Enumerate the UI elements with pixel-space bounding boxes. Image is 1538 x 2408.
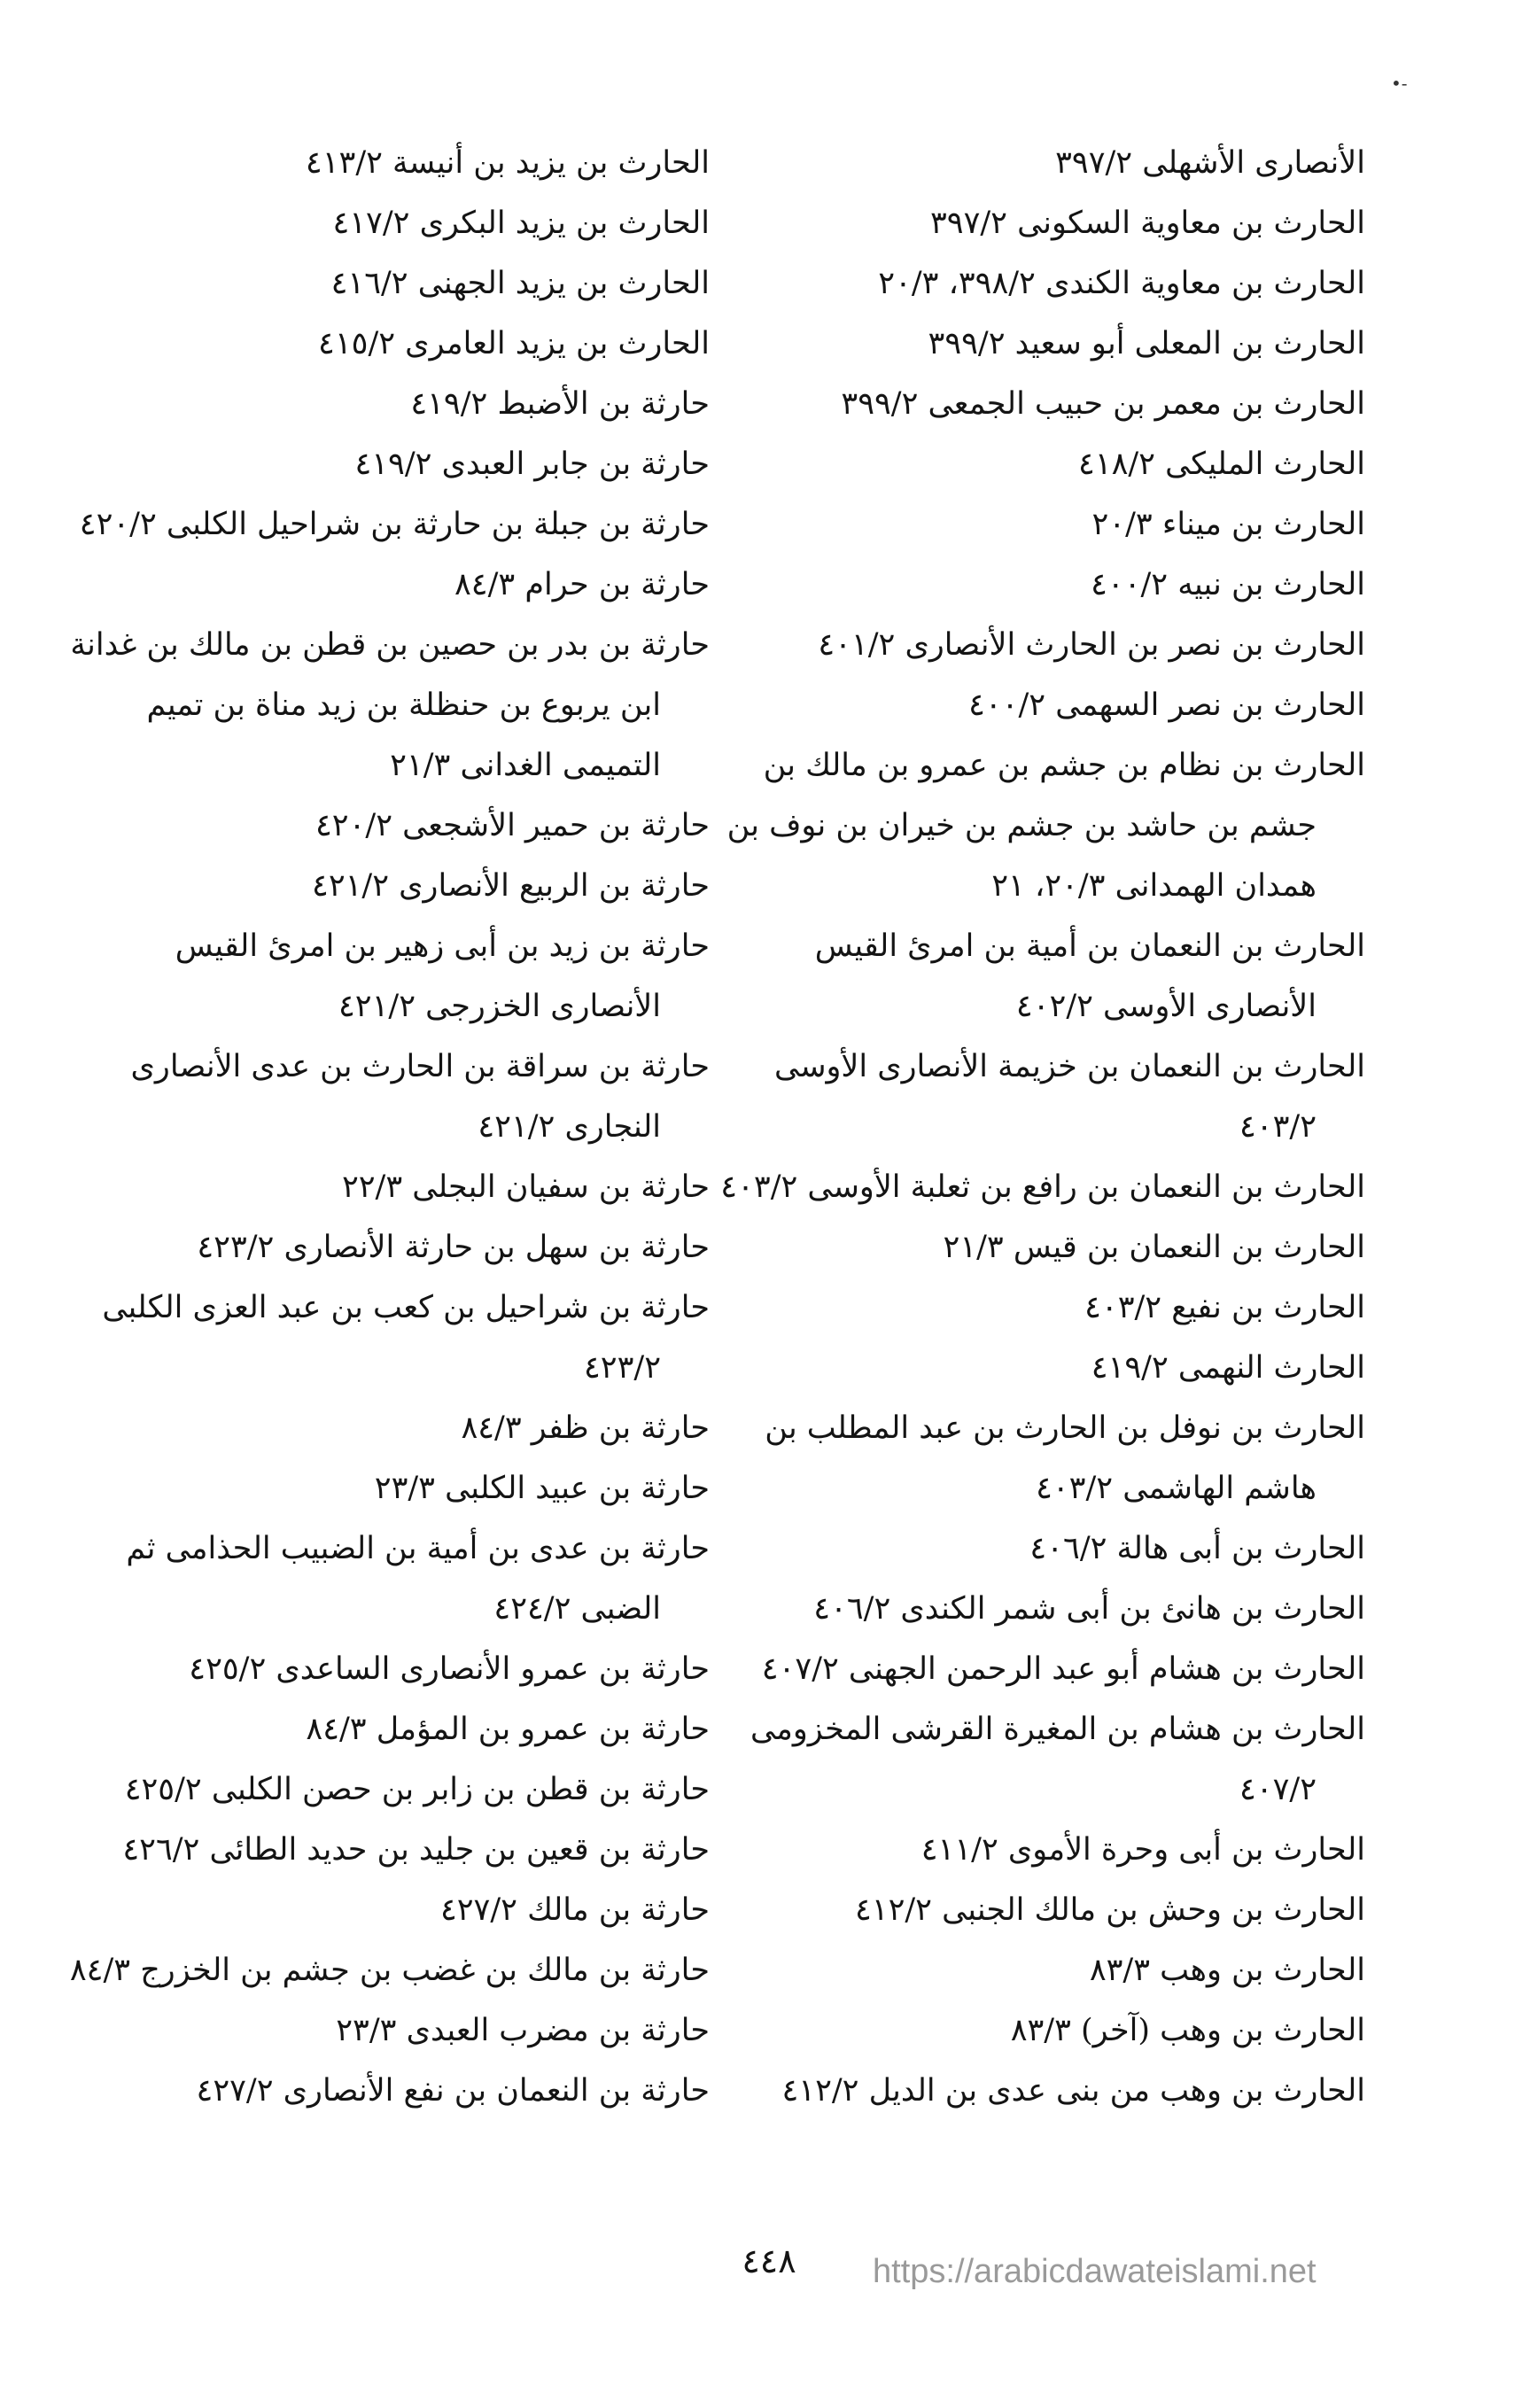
- index-entry: الحارث بن النعمان بن خزيمة الأنصارى الأوسى ٤٠٣/٢: [774, 1049, 1365, 1145]
- index-entry: حارثة بن ظفر ٨٤/٣: [461, 1410, 710, 1446]
- index-entry: الحارث بن أبى وحرة الأموى ٤١١/٢: [920, 1832, 1365, 1868]
- index-entry: حارثة بن الأضبط ٤١٩/٢: [410, 386, 710, 422]
- index-column-left: [63, 133, 710, 2121]
- index-entry: الحارث بن نظام بن جشم بن عمرو بن مالك بن جشم بن حاشد بن جشم بن خيران بن نوف بن همدان الهمدانى ٢٠/٣، ٢١: [726, 748, 1365, 904]
- index-entry: الحارث بن أبى هالة ٤٠٦/٢: [1029, 1531, 1365, 1566]
- index-entry: الحارث المليكى ٤١٨/٢: [1077, 447, 1365, 482]
- index-entry: الحارث بن هشام أبو عبد الرحمن الجهنى ٤٠٧/٢: [761, 1651, 1365, 1687]
- index-entry: حارثة بن جابر العبدى ٤١٩/٢: [354, 447, 710, 482]
- index-entry: الحارث بن وحش بن مالك الجنبى ٤١٢/٢: [854, 1892, 1365, 1928]
- index-entry: الحارث بن هانئ بن أبى شمر الكندى ٤٠٦/٢: [813, 1591, 1365, 1627]
- index-entry: الحارث بن معاوية السكونى ٣٩٧/٢: [929, 206, 1365, 241]
- index-entry: الحارث بن يزيد الجهنى ٤١٦/٢: [330, 266, 710, 301]
- index-entry: حارثة بن الربيع الأنصارى ٤٢١/٢: [312, 868, 710, 904]
- index-entry: الحارث بن وهب (آخر) ٨٣/٣: [1010, 2013, 1365, 2048]
- index-entry: الحارث بن معمر بن حبيب الجمعى ٣٩٩/٢: [841, 386, 1365, 422]
- index-entry: الحارث بن يزيد البكرى ٤١٧/٢: [332, 206, 710, 241]
- index-entry: حارثة بن قطن بن زابر بن حصن الكلبى ٤٢٥/٢: [124, 1772, 710, 1807]
- index-entry: حارثة بن سفيان البجلى ٢٢/٣: [341, 1169, 710, 1205]
- index-column-right: [719, 133, 1365, 2121]
- index-entry: الحارث بن يزيد بن أنيسة ٤١٣/٢: [305, 145, 710, 181]
- index-entry: الحارث بن نفيع ٤٠٣/٢: [1084, 1290, 1365, 1325]
- index-entry: حارثة بن عبيد الكلبى ٢٣/٣: [374, 1471, 710, 1506]
- index-entry: الحارث بن النعمان بن قيس ٢١/٣: [943, 1230, 1365, 1265]
- index-entry: حارثة بن سراقة بن الحارث بن عدى الأنصارى النجارى ٤٢١/٢: [130, 1049, 710, 1145]
- index-entry: حارثة بن جبلة بن حارثة بن شراحيل الكلبى ٤٢٠/٢: [79, 507, 710, 542]
- index-entry: الحارث بن نصر بن الحارث الأنصارى ٤٠١/٢: [818, 627, 1365, 663]
- index-entry: حارثة بن عدى بن أمية بن الضبيب الحذامى ثم الضبى ٤٢٤/٢: [126, 1531, 710, 1627]
- index-entry: الحارث بن وهب من بنى عدى بن الديل ٤١٢/٢: [781, 2073, 1365, 2109]
- index-entry: حارثة بن حمير الأشجعى ٤٢٠/٢: [315, 808, 710, 843]
- index-entry: حارثة بن عمرو الأنصارى الساعدى ٤٢٥/٢: [189, 1651, 710, 1687]
- index-entry: حارثة بن مضرب العبدى ٢٣/٣: [336, 2013, 710, 2048]
- index-entry: الحارث بن نصر السهمى ٤٠٠/٢: [968, 687, 1365, 723]
- index-entry: الحارث بن وهب ٨٣/٣: [1089, 1953, 1365, 1988]
- index-entry: حارثة بن زيد بن أبى زهير بن امرئ القيس الأنصارى الخزرجى ٤٢١/٢: [175, 928, 710, 1024]
- watermark-url: https://arabicdawateislami.net: [873, 2253, 1317, 2290]
- index-entry: حارثة بن حرام ٨٤/٣: [454, 567, 710, 602]
- corner-mark: -•: [1391, 73, 1408, 94]
- index-entry: الحارث النهمى ٤١٩/٢: [1091, 1350, 1365, 1386]
- index-entry: الحارث بن يزيد العامرى ٤١٥/٢: [318, 326, 710, 361]
- index-entry: حارثة بن شراحيل بن كعب بن عبد العزى الكلبى ٤٢٣/٢: [102, 1290, 710, 1386]
- index-entry: حارثة بن سهل بن حارثة الأنصارى ٤٢٣/٢: [197, 1230, 710, 1265]
- page-number: ٤٤٨: [742, 2241, 796, 2280]
- index-entry: حارثة بن مالك بن غضب بن جشم بن الخزرج ٨٤/٣: [69, 1953, 710, 1988]
- index-entry: حارثة بن قعين بن جليد بن حديد الطائى ٤٢٦/٢: [122, 1832, 710, 1868]
- index-entry: الحارث بن نوفل بن الحارث بن عبد المطلب بن هاشم الهاشمى ٤٠٣/٢: [765, 1410, 1365, 1506]
- index-entry: الحارث بن نبيه ٤٠٠/٢: [1091, 567, 1365, 602]
- index-entry: الأنصارى الأشهلى ٣٩٧/٢: [1055, 145, 1365, 181]
- index-entry: الحارث بن هشام بن المغيرة القرشى المخزومى ٤٠٧/٢: [750, 1712, 1365, 1807]
- index-entry: حارثة بن عمرو بن المؤمل ٨٤/٣: [306, 1712, 710, 1747]
- index-entry: الحارث بن معاوية الكندى ٣٩٨/٢، ٢٠/٣: [878, 266, 1365, 301]
- index-entry: حارثة بن مالك ٤٢٧/٢: [439, 1892, 710, 1928]
- index-entry: الحارث بن النعمان بن رافع بن ثعلبة الأوسى ٤٠٣/٢: [720, 1169, 1365, 1205]
- index-entry: الحارث بن المعلى أبو سعيد ٣٩٩/٢: [928, 326, 1365, 361]
- index-entry: الحارث بن ميناء ٢٠/٣: [1091, 507, 1365, 542]
- index-entry: حارثة بن النعمان بن نفع الأنصارى ٤٢٧/٢: [196, 2073, 710, 2109]
- index-entry: حارثة بن بدر بن حصين بن قطن بن مالك بن غدانة ابن يربوع بن حنظلة بن زيد مناة بن تميم التميمى الغدانى ٢١/٣: [70, 627, 710, 783]
- index-entry: الحارث بن النعمان بن أمية بن امرئ القيس الأنصارى الأوسى ٤٠٢/٢: [814, 928, 1365, 1024]
